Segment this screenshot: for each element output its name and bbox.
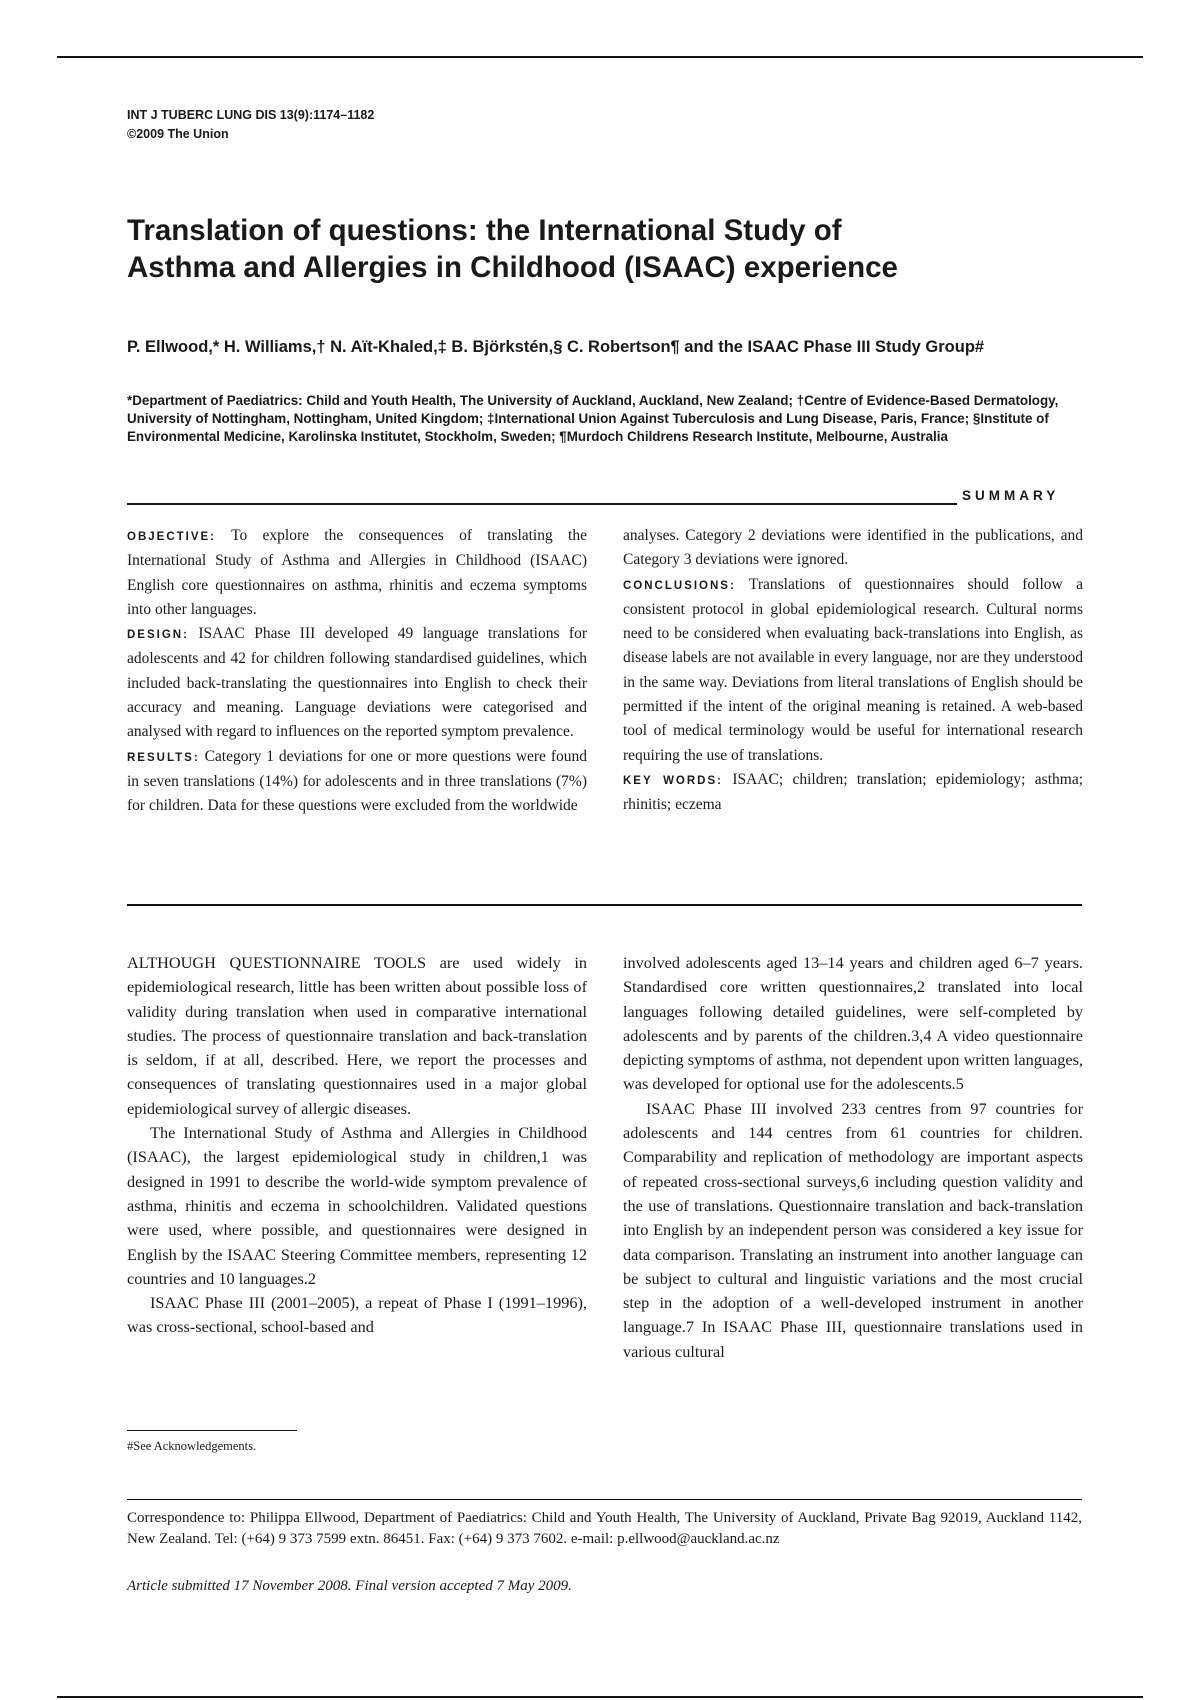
abstract-bottom-rule — [127, 904, 1082, 906]
keywords-text: ISAAC; children; translation; epidemiology; asthma; rhinitis; eczema — [623, 770, 1084, 814]
journal-header — [127, 106, 374, 144]
abstract-objective — [127, 524, 587, 622]
abstract-right-column — [623, 524, 1083, 818]
correspondence-rule — [127, 1499, 1082, 1500]
summary-label: SUMMARY — [962, 488, 1060, 503]
summary-rule — [127, 503, 957, 505]
abstract-keywords — [623, 768, 1083, 818]
results-continued: analyses. Category 2 deviations were identified in the publications, and Category 3 deviations were ignored. — [623, 527, 1083, 569]
journal-copyright: ©2009 The Union — [127, 127, 229, 141]
bottom-rule — [57, 1696, 1143, 1698]
body-paragraph-4: ISAAC Phase III involved 233 centres from 97 countries for adolescents and 144 centres from 61 countries for children. Comparability and replication of methodology are important aspects of repeated cross-sectional surveys,6 including question validity and the use of translations. Questionnaire translation and back-translation into English by an independent person was considered a key issue for data comparison. Translating an instrument into another language can be subject to cultural and linguistic variations and the most crucial step in the adoption of a well-developed instrument in another language.7 In ISAAC Phase III, questionnaire translations used in various cultural — [623, 1098, 1083, 1361]
results-label: RESULTS: — [127, 751, 200, 764]
conclusions-text: Translations of questionnaires should follow a consistent protocol in global epidemiological research. Cultural norms need to be considered when evaluating back-translations into English, as disease labels are not available in every language, nor are they understood in the same way. Deviations from literal translations of English should be permitted if the intent of the original meaning is retained. A web-based tool of medical terminology would be useful for international research requiring the use of translations. — [623, 575, 1083, 764]
keywords-label: KEY WORDS: — [623, 774, 723, 787]
body-paragraph-3-continued: involved adolescents aged 13–14 years and children aged 6–7 years. Standardised core written questionnaires,2 translated into local languages following detailed guidelines, were self-completed by adolescents and by parents of the children.3,4 A video questionnaire depicting symptoms of asthma, not dependent upon written languages, was developed for optional use for the adolescents.5 — [623, 953, 1083, 1094]
title-line-2: Asthma and Allergies in Childhood (ISAAC) experience — [127, 251, 898, 284]
authors: P. Ellwood,* H. Williams,† N. Aït-Khaled,‡ B. Björkstén,§ C. Robertson¶ and the ISAAC Phase III Study Group# — [127, 338, 985, 356]
article-title — [127, 212, 1087, 286]
title-line-1: Translation of questions: the International Study of — [127, 214, 842, 247]
body-right-column — [623, 951, 1083, 1364]
affiliations: *Department of Paediatrics: Child and Youth Health, The University of Auckland, Auckland, New Zealand; †Centre of Evidence-Based Dermatology, University of Nottingham, Nottingham, United Kingdom; ‡International Union Against Tuberculosis and Lung Disease, Paris, France; §Institute of Environmental Medicine, Karolinska Institutet, Stockholm, Sweden; ¶Murdoch Childrens Research Institute, Melbourne, Australia — [127, 393, 1059, 444]
design-text: ISAAC Phase III developed 49 language translations for adolescents and 42 for children following standardised guidelines, which included back-translating the questionnaires into English to check their accuracy and meaning. Language deviations were categorised and analysed with regard to influences on the reported symptom prevalence. — [127, 625, 587, 741]
body-paragraph-3: ISAAC Phase III (2001–2005), a repeat of Phase I (1991–1996), was cross-sectional, school-based and — [127, 1293, 587, 1337]
objective-text: To explore the consequences of translating the International Study of Asthma and Allergies in Childhood (ISAAC) English core questionnaires on asthma, rhinitis and eczema symptoms into other languages. — [127, 527, 587, 618]
submission-dates: Article submitted 17 November 2008. Final version accepted 7 May 2009. — [127, 1578, 572, 1594]
abstract-design — [127, 622, 587, 744]
correspondence: Correspondence to: Philippa Ellwood, Department of Paediatrics: Child and Youth Health, The University of Auckland, Private Bag 92019, Auckland 1142, New Zealand. Tel: (+64) 9 373 7599 extn. 86451. Fax: (+64) 9 373 7602. e-mail: p.ellwood@auckland.ac.nz — [127, 1510, 1082, 1547]
body-left-column — [127, 951, 587, 1340]
results-text: Category 1 deviations for one or more questions were found in seven translations (14%) for adolescents and in three translations (7%) for children. Data for these questions were excluded from the worldwide — [127, 747, 587, 815]
conclusions-label: CONCLUSIONS: — [623, 579, 736, 592]
footnote-rule — [127, 1430, 297, 1431]
abstract-left-column — [127, 524, 587, 819]
footnote: #See Acknowledgements. — [127, 1439, 257, 1453]
journal-citation: INT J TUBERC LUNG DIS 13(9):1174–1182 — [127, 108, 375, 122]
abstract-results — [127, 745, 587, 819]
top-rule — [57, 56, 1143, 58]
body-paragraph-2: The International Study of Asthma and Allergies in Childhood (ISAAC), the largest epidemiological study in children,1 was designed in 1991 to describe the world-wide symptom prevalence of asthma, rhinitis and eczema in schoolchildren. Validated questions were used, where possible, and questionnaires were designed in English by the ISAAC Steering Committee members, representing 12 countries and 10 languages.2 — [127, 1123, 587, 1288]
body-paragraph-1: ALTHOUGH QUESTIONNAIRE TOOLS are used widely in epidemiological research, little has been written about possible loss of validity during translation when used in comparative international studies. The process of questionnaire translation and back-translation is seldom, if at all, described. Here, we report the processes and consequences of translating questionnaires used in a major global epidemiological survey of allergic diseases. — [127, 953, 587, 1118]
objective-label: OBJECTIVE: — [127, 531, 217, 543]
design-label: DESIGN: — [127, 629, 189, 642]
abstract-conclusions — [623, 573, 1083, 768]
